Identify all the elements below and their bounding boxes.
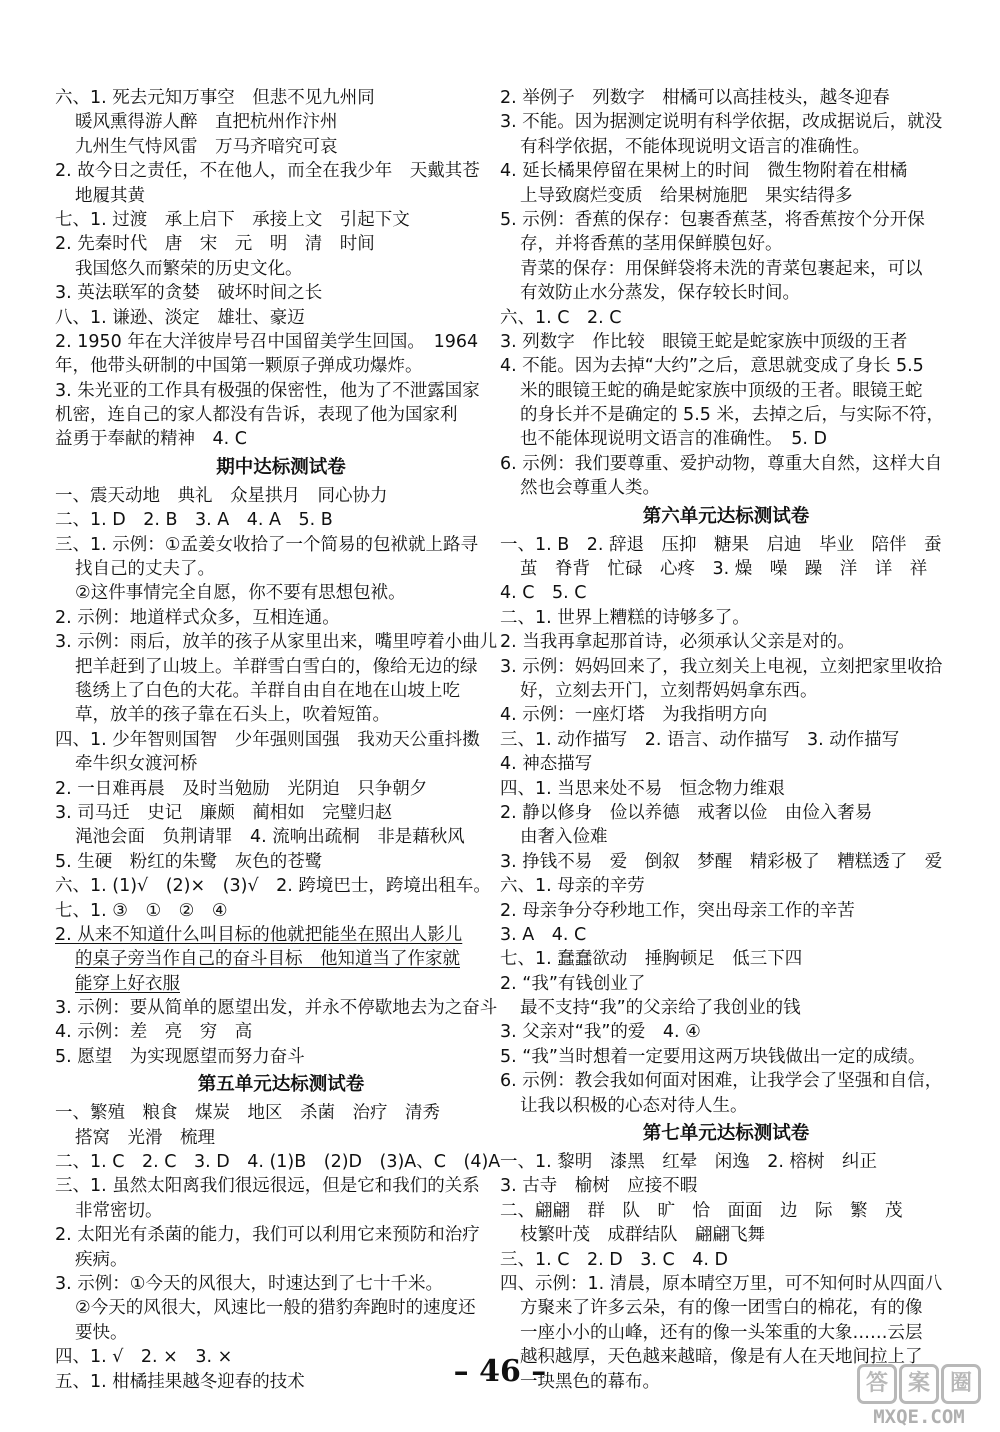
- answer-line: 3. 示例：妈妈回来了，我立刻关上电视，立刻把家里收拾: [500, 656, 943, 677]
- answer-line: 米的眼镜王蛇的确是蛇家族中顶级的王者。眼镜王蛇: [520, 380, 923, 401]
- answer-line: 6. 示例：我们要尊重、爱护动物，尊重大自然，这样大自: [500, 453, 943, 474]
- answer-line: 3. A 4. C: [500, 924, 587, 945]
- answer-line: 3. 列数字 作比较 眼镜王蛇是蛇家族中顶级的王者: [500, 331, 908, 352]
- answer-line: 4. 神态描写: [500, 754, 593, 775]
- answer-line: 3. 挣钱不易 爱 倒叙 梦醒 精彩极了 糟糕透了 爱: [500, 851, 943, 872]
- answer-line: 3. 示例：雨后，放羊的孩子从家里出来，嘴里哼着小曲儿: [55, 632, 498, 653]
- answer-line: 青菜的保存：用保鲜袋将未洗的青菜包裹起来，可以: [520, 258, 923, 279]
- watermark: [844, 1364, 994, 1428]
- answer-line: 暖风熏得游人醉 直把杭州作汴州: [75, 112, 338, 133]
- answer-line: 2. 母亲争分夺秒地工作，突出母亲工作的辛苦: [500, 900, 855, 921]
- answer-line: 一块黑色的幕布。: [520, 1371, 660, 1392]
- watermark-url: MXQE.COM: [873, 1406, 965, 1428]
- answer-line: 一、1. B 2. 辞退 压抑 糖果 启迪 毕业 陪伴 蚕: [500, 534, 942, 555]
- answer-line: 2. 一日难再晨 及时当勉励 光阴迫 只争朝夕: [55, 778, 428, 799]
- answer-line: 一、繁殖 粮食 煤炭 地区 杀菌 治疗 清秀: [55, 1103, 440, 1124]
- answer-line: 4. 不能。因为去掉“大约”之后，意思就变成了身长 5.5: [500, 356, 924, 377]
- answer-line: 机密，连自己的家人都没有告诉，表现了他为国家利: [55, 405, 458, 426]
- answer-line: 能穿上好衣服: [75, 973, 180, 994]
- answer-line: 牵牛织女渡河桥: [75, 754, 198, 775]
- answer-line: 三、1. C 2. D 3. C 4. D: [500, 1249, 728, 1270]
- answer-line: 3. 父亲对“我”的爱 4. ④: [500, 1022, 701, 1043]
- answer-line: 2. 太阳光有杀菌的能力，我们可以利用它来预防和治疗: [55, 1225, 480, 1246]
- answer-line: 草，放羊的孩子靠在石头上，吹着短笛。: [75, 705, 390, 726]
- answer-line: 四、1. 当思来处不易 恒念物力维艰: [500, 778, 785, 799]
- answer-line: 好，立刻去开门，立刻帮妈妈拿东西。: [520, 680, 818, 701]
- answer-line: 七、1. 过渡 承上启下 承接上文 引起下文: [55, 209, 410, 230]
- answer-line: 七、1. 蠢蠢欲动 捶胸顿足 低三下四: [500, 949, 803, 970]
- answer-line: 疾病。: [75, 1249, 128, 1270]
- answer-line: 2. 当我再拿起那首诗，必须承认父亲是对的。: [500, 632, 855, 653]
- answer-line: 益勇于奉献的精神 4. C: [55, 429, 247, 450]
- answer-line: 2. 举例子 列数字 柑橘可以高挂枝头，越冬迎春: [500, 88, 890, 108]
- answer-line: 四、1. 少年智则国智 少年强则国强 我劝天公重抖擞: [55, 729, 480, 750]
- answer-line: 六、1. (1)√ (2)× (3)√ 2. 跨境巴士，跨境出租车。: [55, 876, 491, 897]
- answer-line: 三、1. 虽然太阳离我们很远很远，但是它和我们的关系: [55, 1176, 480, 1197]
- answer-line: 2. 从来不知道什么叫目标的他就把能坐在照出人影儿: [55, 924, 463, 945]
- answer-line: 3. 司马迁 史记 廉颇 蔺相如 完璧归赵: [55, 802, 393, 823]
- answer-line: 三、1. 动作描写 2. 语言、动作描写 3. 动作描写: [500, 729, 900, 750]
- answer-line: 一、震天动地 典礼 众星拱月 同心协力: [55, 485, 388, 506]
- answer-line: 找自己的丈夫了。: [75, 559, 215, 580]
- answer-line: 六、1. 母亲的辛劳: [500, 876, 645, 897]
- answer-line: 有效防止水分蒸发，保存较长时间。: [520, 283, 800, 304]
- answer-line: 上导致腐烂变质 给果树施肥 果实结得多: [520, 185, 853, 206]
- answer-line: ②这件事情完全自愿，你不要有思想包袱。: [75, 583, 406, 604]
- answer-line: ②今天的风很大，风速比一般的猎豹奔跑时的速度还: [75, 1298, 476, 1319]
- left-column: [55, 86, 507, 1394]
- answer-line: 让我以积极的心态对待人生。: [520, 1095, 748, 1116]
- answer-line: 2. 示例：地道样式众多，互相连通。: [55, 607, 340, 628]
- answer-line: 最不支持“我”的父亲给了我创业的钱: [520, 998, 801, 1019]
- answer-line: 六、1. 死去元知万事空 但悲不见九州同: [55, 88, 375, 108]
- answer-line: 年，他带头研制的中国第一颗原子弹成功爆炸。: [55, 356, 423, 377]
- answer-line: 把羊赶到了山坡上。羊群雪白雪白的，像给无边的绿: [75, 656, 478, 677]
- answer-line: 6. 示例：教会我如何面对困难，让我学会了坚强和自信，: [500, 1071, 943, 1092]
- answer-line: 4. 延长橘果停留在果树上的时间 微生物附着在柑橘: [500, 161, 908, 182]
- section-heading: 第七单元达标测试卷: [642, 1123, 810, 1145]
- section-heading: 第五单元达标测试卷: [197, 1074, 365, 1096]
- answer-line: 越积越厚，天色越来越暗，像是有人在天地间拉上了: [520, 1347, 923, 1368]
- answer-line: 5. 示例：香蕉的保存：包裹香蕉茎，将香蕉按个分开保: [500, 209, 925, 230]
- answer-line: 有科学依据，不能体现说明文语言的准确性。: [520, 136, 870, 157]
- answer-line: 方聚来了许多云朵，有的像一团雪白的棉花，有的像: [520, 1298, 923, 1319]
- answer-line: 二、1. C 2. C 3. D 4. (1)B (2)D (3)A、C (4)A: [55, 1152, 501, 1173]
- answer-line: 三、1. 示例：①孟姜女收拾了一个简易的包袱就上路寻: [55, 534, 478, 555]
- right-column: [500, 86, 952, 1394]
- answer-line: 2. “我”有钱创业了: [500, 973, 646, 994]
- answer-line: 3. 示例：①今天的风很大，时速达到了七十千米。: [55, 1273, 443, 1294]
- answer-line: 七、1. ③ ① ② ④: [55, 900, 228, 921]
- answer-line: 四、示例：1. 清晨，原本晴空万里，可不知何时从四面八: [500, 1273, 943, 1294]
- answer-line: 搭窝 光滑 梳理: [75, 1127, 215, 1148]
- answer-line: 一、1. 黎明 漆黑 红晕 闲逸 2. 榕树 纠正: [500, 1152, 878, 1173]
- answer-line: 3. 古寺 榆树 应接不暇: [500, 1176, 698, 1197]
- answer-line: 5. 生硬 粉红的朱鹭 灰色的苍鹭: [55, 851, 323, 872]
- answer-line: 我国悠久而繁荣的历史文化。: [75, 258, 303, 279]
- answer-line: 二、1. D 2. B 3. A 4. A 5. B: [55, 510, 333, 531]
- answer-line: 5. 愿望 为实现愿望而努力奋斗: [55, 1046, 305, 1067]
- answer-line: 地履其黄: [75, 185, 145, 206]
- answer-line: 4. C 5. C: [500, 583, 587, 604]
- answer-line: 一座小小的山峰，还有的像一头笨重的大象……云层: [520, 1322, 923, 1343]
- answer-line: 3. 英法联军的贪婪 破坏时间之长: [55, 283, 323, 304]
- answer-line: 四、1. √ 2. × 3. ×: [55, 1347, 233, 1368]
- answer-line: 2. 静以修身 俭以养德 戒奢以俭 由俭入奢易: [500, 802, 873, 823]
- answer-line: 4. 示例：差 亮 穷 高: [55, 1022, 253, 1043]
- answer-line: 的身长并不是确定的 5.5 米，去掉之后，与实际不符，: [520, 405, 944, 426]
- answer-line: 2. 先秦时代 唐 宋 元 明 清 时间: [55, 234, 375, 255]
- answer-line: 也不能体现说明文语言的准确性。 5. D: [520, 429, 827, 450]
- answer-line: 八、1. 谦逊、淡定 雄壮、豪迈: [55, 307, 305, 328]
- section-heading: 第六单元达标测试卷: [642, 505, 810, 527]
- answer-line: 毯绣上了白色的大花。羊群自由自在地在山坡上吃: [75, 680, 460, 701]
- watermark-logo-char: 圈: [941, 1364, 981, 1404]
- answer-line: 六、1. C 2. C: [500, 307, 622, 328]
- answer-line: 5. “我”当时想着一定要用这两万块钱做出一定的成绩。: [500, 1046, 926, 1067]
- answer-line: 由奢入俭难: [520, 827, 608, 848]
- answer-line: 存，并将香蕉的茎用保鲜膜包好。: [520, 234, 783, 255]
- section-heading: 期中达标测试卷: [216, 456, 346, 478]
- answer-line: 3. 朱光亚的工作具有极强的保密性，他为了不泄露国家: [55, 380, 480, 401]
- watermark-logo-char: 答: [857, 1364, 897, 1404]
- answer-line: 的桌子旁当作自己的奋斗目标 他知道当了作家就: [75, 949, 460, 970]
- answer-line: 二、翩翩 群 队 旷 恰 面面 边 际 繁 茂: [500, 1200, 903, 1221]
- answer-line: 非常密切。: [75, 1200, 163, 1221]
- answer-line: 二、1. 世界上糟糕的诗够多了。: [500, 607, 750, 628]
- answer-line: 枝繁叶茂 成群结队 翩翩飞舞: [520, 1225, 765, 1246]
- answer-line: 茧 脊背 忙碌 心疼 3. 燥 噪 躁 洋 详 祥: [520, 559, 928, 580]
- answer-line: 2. 1950 年在大洋彼岸号召中国留美学生回国。 1964: [55, 331, 479, 352]
- answer-line: 要快。: [75, 1322, 128, 1343]
- answer-line: 3. 示例：要从简单的愿望出发，并永不停歇地去为之奋斗: [55, 998, 498, 1019]
- answer-line: 渑池会面 负荆请罪 4. 流响出疏桐 非是藉秋风: [75, 827, 465, 848]
- watermark-logo-char: 案: [899, 1364, 939, 1404]
- watermark-logo: [844, 1364, 994, 1404]
- answer-line: 4. 示例：一座灯塔 为我指明方向: [500, 705, 768, 726]
- page-number: – 46 –: [453, 1354, 547, 1389]
- answer-line: 2. 故今日之责任，不在他人，而全在我少年 天戴其苍: [55, 161, 480, 182]
- answer-line: 3. 不能。因为据测定说明有科学依据，改成据说后，就没: [500, 112, 943, 133]
- answer-line: 然也会尊重人类。: [520, 478, 660, 499]
- answer-line: 九州生气恃风雷 万马齐喑究可哀: [75, 136, 338, 157]
- answer-line: 五、1. 柑橘挂果越冬迎春的技术: [55, 1371, 305, 1392]
